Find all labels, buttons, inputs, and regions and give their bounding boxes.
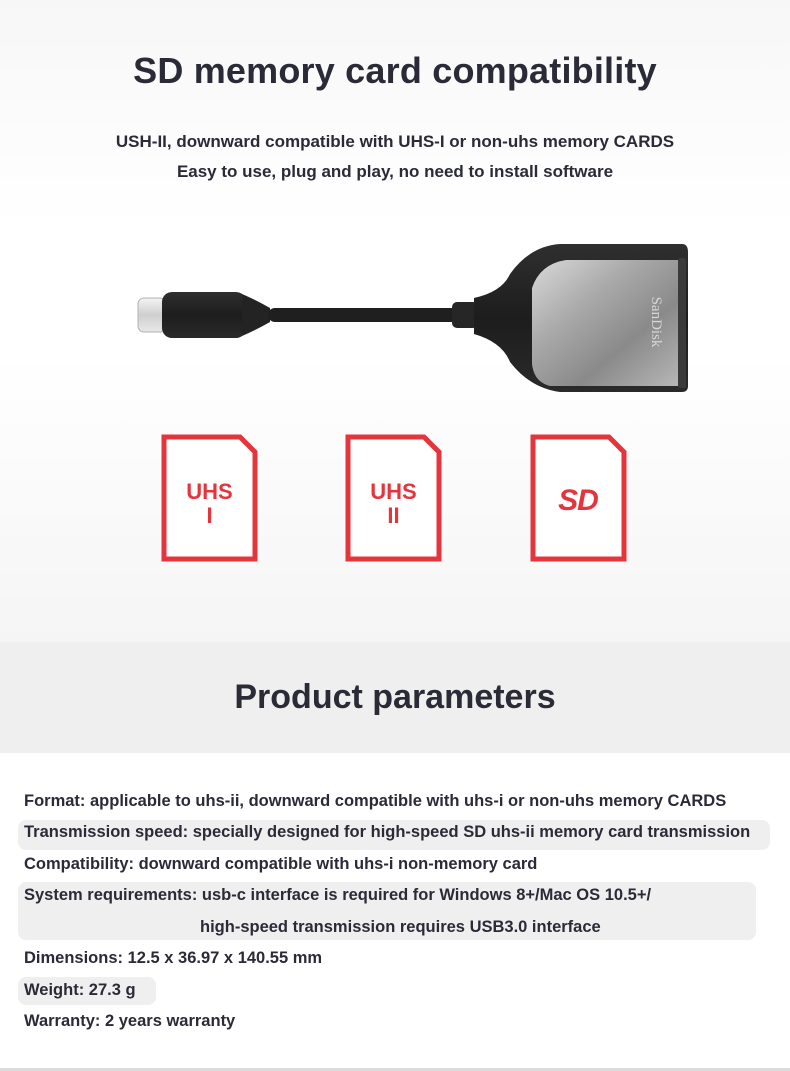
params-title: Product parameters [234,678,556,716]
card-reader-image [130,238,700,398]
uhs-ii-numeral: II [387,503,400,528]
param-format: Format: applicable to uhs-ii, downward compatible with uhs-i or non-uhs memory CARDS [24,792,727,810]
sd-logo-card [530,434,627,562]
param-dimensions: Dimensions: 12.5 x 36.97 x 140.55 mm [24,949,323,967]
subtitle-plug-and-play: Easy to use, plug and play, no need to install software [176,162,614,181]
param-compatibility: Compatibility: downward compatible with uhs-i non-memory card [24,855,538,873]
param-warranty: Warranty: 2 years warranty [24,1012,236,1030]
brand-text: SanDisk [648,296,664,348]
subtitle-compatibility: USH-II, downward compatible with UHS-I or non-uhs memory CARDS [115,132,675,151]
uhs-i-card [161,434,258,562]
sd-logo-icon [558,484,604,517]
uhs-i-numeral: I [206,503,213,528]
uhs-label: UHS [186,479,233,504]
uhs-label: UHS [370,479,417,504]
param-weight: Weight: 27.3 g [24,981,136,999]
param-speed: Transmission speed: specially designed for high-speed SD uhs-ii memory card transmission [24,823,751,841]
param-system-requirements-2: high-speed transmission requires USB3.0 interface [200,918,601,936]
page-title: SD memory card compatibility [133,50,657,91]
uhs-ii-card [345,434,442,562]
param-system-requirements: System requirements: usb-c interface is required for Windows 8+/Mac OS 10.5+/ [24,886,652,904]
svg-text:SD: SD [558,484,598,517]
